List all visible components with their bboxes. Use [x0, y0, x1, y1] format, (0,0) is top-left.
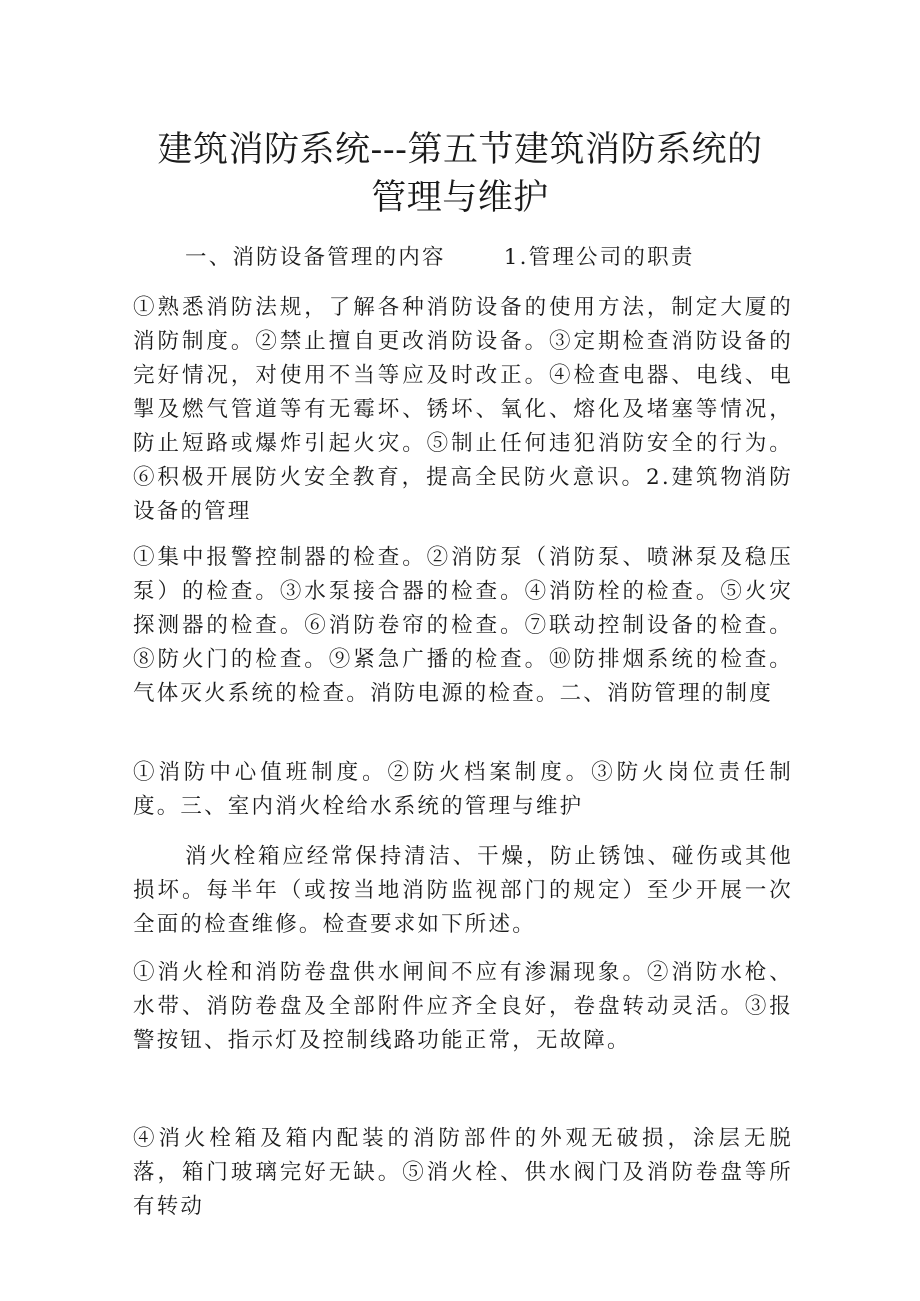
paragraph-hydrant-box: 消火栓箱应经常保持清洁、干燥，防止锈蚀、碰伤或其他损坏。每半年（或按当地消防监视部门的规定）至少开展一次全面的检查维修。检查要求如下所述。 — [133, 844, 793, 937]
paragraph-responsibilities: ①熟悉消防法规，了解各种消防设备的使用方法，制定大厦的消防制度。②禁止擅自更改消防设备。③定期检查消防设备的完好情况，对使用不当等应及时改正。④检查电器、电线、电掣及燃气管道等有无霉坏、锈坏、氧化、熔化及堵塞等情况，防止短路或爆炸引起火灾。⑤制止任何违犯消防安全的行为。⑥积极开展防火安全教育，提高全民防火意识。2.建筑物消防设备的管理 — [133, 295, 793, 524]
paragraph-inspection-items-1: ①消火栓和消防卷盘供水闸间不应有渗漏现象。②消防水枪、水带、消防卷盘及全部附件应齐全良好，卷盘转动灵活。③报警按钮、指示灯及控制线路功能正常，无故障。 — [133, 960, 793, 1053]
paragraph-inspection-items-2: ④消火栓箱及箱内配装的消防部件的外观无破损，涂层无脱落，箱门玻璃完好无缺。⑤消火栓、供水阀门及消防卷盘等所有转动 — [133, 1126, 793, 1219]
section-heading: 一、消防设备管理的内容 — [185, 245, 446, 270]
paragraph-equipment-checks: ①集中报警控制器的检查。②消防泵（消防泵、喷淋泵及稳压泵）的检查。③水泵接合器的检查。④消防栓的检查。⑤火灾探测器的检查。⑥消防卷帘的检查。⑦联动控制设备的检查。⑧防火门的检查。⑨紧急广播的检查。⑩防排烟系统的检查。气体灭火系统的检查。消防电源的检查。二、消防管理的制度 — [133, 545, 793, 706]
section-heading-line — [185, 241, 695, 275]
subsection-heading: 1.管理公司的职责 — [503, 245, 695, 270]
document-title: 建筑消防系统---第五节建筑消防系统的管理与维护 — [157, 130, 763, 218]
paragraph-management-rules: ①消防中心值班制度。②防火档案制度。③防火岗位责任制度。三、室内消火栓给水系统的管理与维护 — [133, 760, 793, 819]
